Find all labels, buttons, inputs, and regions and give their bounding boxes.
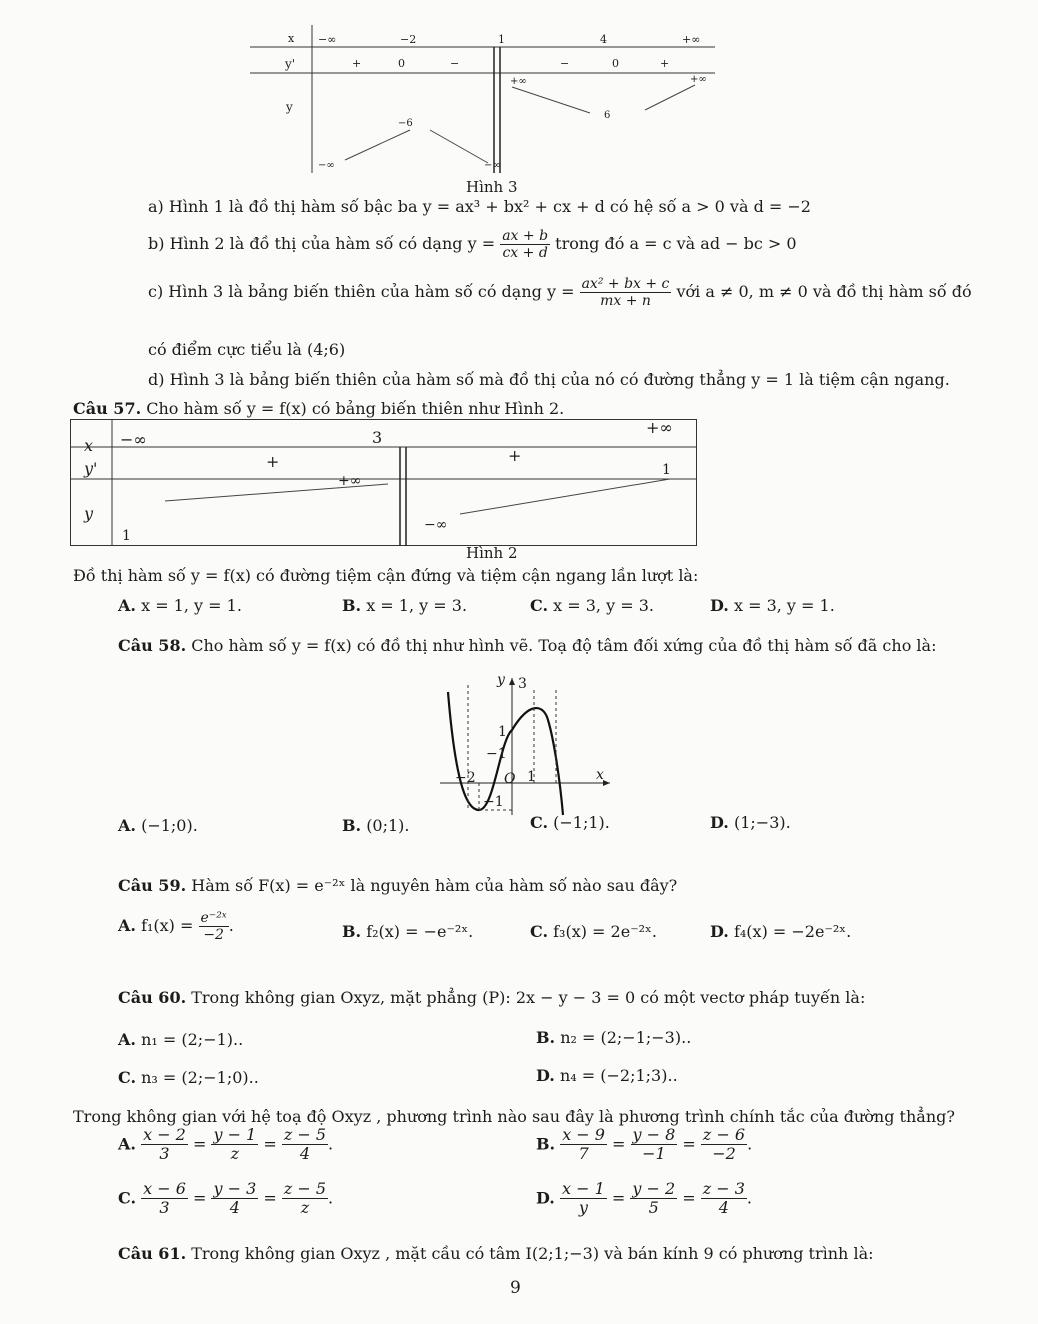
fraction: $\frac{ax + b}{cx + d}$ <box>502 228 549 262</box>
fig2-y-value: −∞ <box>424 517 448 533</box>
fig3-y-value: −∞ <box>484 160 501 171</box>
fig2-yprime-label: y' <box>84 459 98 478</box>
fig3-x-tick: +∞ <box>682 33 701 46</box>
fig2-yprime-sign: + <box>266 452 280 471</box>
q60-option-c[interactable]: C. n₃ = (2;−1;0).. <box>118 1068 259 1087</box>
q58-label-1: 1 <box>498 724 507 740</box>
q60-option-a[interactable]: A. n₁ = (2;−1).. <box>118 1030 244 1049</box>
fig2-lines <box>70 419 700 549</box>
fig3-x-tick: 4 <box>600 33 607 46</box>
q58-option-b[interactable]: B. (0;1). <box>342 816 410 835</box>
q58-option-a[interactable]: A. (−1;0). <box>118 816 198 835</box>
q58-axis-y: y <box>497 672 505 688</box>
fig2-x-tick: 3 <box>372 428 383 447</box>
q58-stem: Câu 58. Cho hàm số y = f(x) có đồ thị như hình vẽ. Toạ độ tâm đối xứng của đồ thị hàm số đã cho là: <box>118 636 937 655</box>
fig2-caption: Hình 2 <box>466 544 518 562</box>
qline-option-c[interactable]: C. $\frac{x - 6}{3}$ = $\frac{y - 3}{4}$ = $\frac{z - 5}{z}$ . <box>118 1179 334 1218</box>
fig2-x-tick: +∞ <box>646 418 673 437</box>
q57-question: Đồ thị hàm số y = f(x) có đường tiệm cận đứng và tiệm cận ngang lần lượt là: <box>73 566 699 585</box>
q57-option-b[interactable]: B. x = 1, y = 3. <box>342 596 468 615</box>
q57-option-a[interactable]: A. x = 1, y = 1. <box>118 596 242 615</box>
statement-a: a) Hình 1 là đồ thị hàm số bậc ba y = ax³ + bx² + cx + d có hệ số a > 0 và d = −2 <box>148 197 811 216</box>
fig3-y-value: 6 <box>604 110 611 121</box>
statement-c-line2: có điểm cực tiểu là (4;6) <box>148 340 346 359</box>
q59-option-a[interactable]: A. f₁(x) = $\frac{\text{e⁻²ˣ}}{-2}$ . <box>118 910 234 944</box>
q59-stem: Câu 59. Hàm số F(x) = e⁻²ˣ là nguyên hàm của hàm số nào sau đây? <box>118 876 678 895</box>
fig3-yprime-sign: 0 <box>612 57 619 70</box>
fig3-yprime-sign: + <box>660 57 670 70</box>
qline-option-d[interactable]: D. $\frac{x - 1}{y}$ = $\frac{y - 2}{5}$ = $\frac{z - 3}{4}$ . <box>536 1179 752 1218</box>
statement-c: c) Hình 3 là bảng biến thiên của hàm số có dạng y = $\frac{\text{ax² + bx + c}}{mx + n}$ với a ≠ 0, m ≠ 0 và đồ thị hàm số đó <box>148 276 972 310</box>
fig3-y-label: y <box>286 100 293 114</box>
fig3-yprime-sign: + <box>352 57 362 70</box>
fig3-x-tick: −2 <box>400 33 417 46</box>
fig3-x-label: x <box>288 32 295 45</box>
q58-origin: O <box>504 771 516 787</box>
fig3-lines <box>250 25 730 175</box>
fig3-x-tick: −∞ <box>318 33 337 46</box>
qline-stem: Trong không gian với hệ toạ độ Oxyz , phương trình nào sau đây là phương trình chính tắc của đường thẳng? <box>73 1107 955 1126</box>
q58-label-x1: 1 <box>527 769 536 785</box>
q58-label-neg2: −2 <box>455 770 476 786</box>
fig3-y-value: −6 <box>398 118 413 129</box>
q60-option-b[interactable]: B. n₂ = (2;−1;−3).. <box>536 1028 692 1047</box>
q58-option-c[interactable]: C. (−1;1). <box>530 813 610 832</box>
fig2-y-value: 1 <box>662 462 671 478</box>
fig2-yprime-sign: + <box>508 446 522 465</box>
q57-stem: Câu 57. Cho hàm số y = f(x) có bảng biến thiên như Hình 2. <box>73 399 565 418</box>
q57-option-c[interactable]: C. x = 3, y = 3. <box>530 596 654 615</box>
page-number: 9 <box>510 1278 521 1298</box>
qline-option-a[interactable]: A. $\frac{x - 2}{3}$ = $\frac{y - 1}{z}$ = $\frac{z - 5}{4}$ . <box>118 1125 334 1164</box>
fig3-yprime-sign: − <box>560 57 570 70</box>
q58-option-d[interactable]: D. (1;−3). <box>710 813 791 832</box>
q59-option-c[interactable]: C. f₃(x) = 2e⁻²ˣ. <box>530 922 657 941</box>
fig3-yprime-sign: 0 <box>398 57 405 70</box>
fig2-x-tick: −∞ <box>120 430 147 449</box>
q59-option-d[interactable]: D. f₄(x) = −2e⁻²ˣ. <box>710 922 852 941</box>
q60-option-d[interactable]: D. n₄ = (−2;1;3).. <box>536 1066 678 1085</box>
fig3-y-value: +∞ <box>690 74 707 85</box>
q58-label-neg1-y: −1 <box>486 746 507 762</box>
q57-option-d[interactable]: D. x = 3, y = 1. <box>710 596 835 615</box>
q60-stem: Câu 60. Trong không gian Oxyz, mặt phẳng (P): 2x − y − 3 = 0 có một vectơ pháp tuyến là: <box>118 988 866 1007</box>
q58-graph-svg <box>420 670 620 820</box>
fig2-y-value: +∞ <box>338 473 362 489</box>
fig3-yprime-label: y' <box>285 57 296 71</box>
fig3-yprime-sign: − <box>450 57 460 70</box>
q58-label-3: 3 <box>518 676 527 692</box>
fig3-y-value: −∞ <box>318 160 335 171</box>
fig2-y-label: y <box>84 504 94 523</box>
fig2-y-value: 1 <box>122 528 131 544</box>
statement-b: b) Hình 2 là đồ thị của hàm số có dạng y = $\frac{ax + b}{cx + d}$ trong đó a = c và ad − bc > 0 <box>148 228 797 262</box>
q58-axis-x: x <box>596 767 604 783</box>
fig2-x-label: x <box>84 436 94 455</box>
fraction: $\frac{\text{ax² + bx + c}}{mx + n}$ <box>581 276 670 310</box>
fig3-x-tick: 1 <box>498 33 505 46</box>
statement-d: d) Hình 3 là bảng biến thiên của hàm số mà đồ thị của nó có đường thẳng y = 1 là tiệm cận ngang. <box>148 370 950 389</box>
q59-option-b[interactable]: B. f₂(x) = −e⁻²ˣ. <box>342 922 474 941</box>
q58-label-neg1-bottom: −1 <box>483 794 504 810</box>
q61-stem: Câu 61. Trong không gian Oxyz , mặt cầu có tâm I(2;1;−3) và bán kính 9 có phương trình là: <box>118 1244 874 1263</box>
fig3-y-value: +∞ <box>510 76 527 87</box>
fig3-caption: Hình 3 <box>466 178 518 196</box>
qline-option-b[interactable]: B. $\frac{x - 9}{7}$ = $\frac{y - 8}{-1}$ = $\frac{z - 6}{-2}$ . <box>536 1125 753 1164</box>
